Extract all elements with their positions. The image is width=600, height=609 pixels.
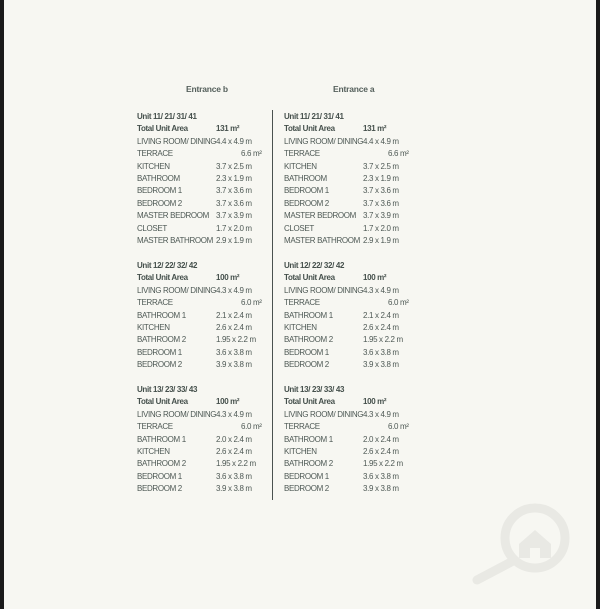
room-label: TERRACE: [284, 422, 320, 432]
room-label: TERRACE: [137, 422, 173, 432]
unit-block-unit2: [284, 260, 409, 372]
unit-block-unit1: [137, 111, 262, 247]
room-dimension: 2.9 x 1.9 m: [363, 235, 399, 245]
room-label: KITCHEN: [137, 161, 170, 171]
unit-block-unit1: [284, 111, 409, 247]
total-unit-area-row: [284, 123, 387, 135]
room-label: BATHROOM 2: [137, 459, 186, 469]
unit-block-unit3: [284, 384, 409, 496]
room-row: [284, 347, 399, 359]
room-dimension: 6.0 m²: [388, 298, 409, 308]
room-dimension: 3.7 x 3.6 m: [216, 186, 252, 196]
room-row: [284, 483, 399, 495]
room-label: LIVING ROOM/ DINING: [284, 285, 364, 295]
entrance-a-heading: Entrance a: [333, 84, 375, 94]
total-unit-area-value: 100 m²: [363, 273, 387, 283]
unit-title: Unit 13/ 23/ 33/ 43: [137, 385, 198, 394]
room-label: BEDROOM 1: [284, 471, 329, 481]
room-row: [284, 148, 409, 160]
room-label: KITCHEN: [284, 161, 317, 171]
room-dimension: 2.6 x 2.4 m: [363, 322, 399, 332]
room-row: [137, 434, 252, 446]
room-dimension: 6.0 m²: [241, 298, 262, 308]
room-dimension: 2.0 x 2.4 m: [363, 434, 399, 444]
room-row: [137, 409, 252, 421]
room-dimension: 3.7 x 2.5 m: [216, 161, 252, 171]
room-dimension: 3.9 x 3.8 m: [216, 360, 252, 370]
room-label: LIVING ROOM/ DINING: [137, 409, 217, 419]
room-label: LIVING ROOM/ DINING: [137, 136, 217, 146]
column-divider: [272, 110, 273, 500]
room-dimension: 2.3 x 1.9 m: [216, 173, 252, 183]
room-dimension: 4.4 x 4.9 m: [363, 136, 399, 146]
room-dimension: 3.6 x 3.8 m: [363, 347, 399, 357]
total-unit-area-value: 100 m²: [216, 397, 240, 407]
room-label: KITCHEN: [284, 446, 317, 456]
room-label: KITCHEN: [284, 322, 317, 332]
room-dimension: 3.6 x 3.8 m: [216, 471, 252, 481]
room-row: [137, 458, 256, 470]
room-label: BEDROOM 1: [284, 186, 329, 196]
room-dimension: 3.7 x 3.9 m: [216, 211, 252, 221]
total-unit-area-value: 100 m²: [216, 273, 240, 283]
room-label: MASTER BATHROOM: [137, 235, 213, 245]
room-row: [284, 136, 399, 148]
room-row: [284, 223, 399, 235]
total-unit-area-row: [137, 396, 240, 408]
room-dimension: 6.0 m²: [241, 422, 262, 432]
room-row: [137, 310, 252, 322]
room-row: [137, 483, 252, 495]
room-dimension: 3.7 x 3.6 m: [363, 186, 399, 196]
room-dimension: 3.7 x 2.5 m: [363, 161, 399, 171]
room-label: LIVING ROOM/ DINING: [137, 285, 217, 295]
room-dimension: 2.9 x 1.9 m: [216, 235, 252, 245]
room-row: [284, 359, 399, 371]
room-label: BEDROOM 1: [137, 471, 182, 481]
home-search-icon: [469, 498, 579, 588]
room-label: BEDROOM 1: [137, 186, 182, 196]
room-label: BATHROOM 2: [137, 335, 186, 345]
room-label: CLOSET: [137, 223, 167, 233]
room-row: [284, 409, 399, 421]
room-row: [284, 334, 403, 346]
room-row: [137, 322, 252, 334]
total-unit-area-row: [284, 396, 387, 408]
room-row: [284, 198, 399, 210]
room-label: MASTER BEDROOM: [284, 211, 356, 221]
room-label: TERRACE: [137, 298, 173, 308]
room-row: [137, 421, 262, 433]
total-unit-area-label: Total Unit Area: [284, 124, 335, 134]
document-page: [4, 0, 596, 609]
room-dimension: 2.1 x 2.4 m: [216, 310, 252, 320]
room-label: CLOSET: [284, 223, 314, 233]
room-label: KITCHEN: [137, 446, 170, 456]
room-row: [284, 235, 399, 247]
room-row: [284, 322, 399, 334]
room-label: TERRACE: [284, 298, 320, 308]
room-label: BATHROOM 1: [284, 434, 333, 444]
room-row: [137, 161, 252, 173]
room-label: KITCHEN: [137, 322, 170, 332]
unit-block-unit3: [137, 384, 262, 496]
room-row: [284, 185, 399, 197]
room-label: BATHROOM: [137, 173, 180, 183]
room-dimension: 3.9 x 3.8 m: [216, 484, 252, 494]
room-label: BATHROOM 2: [284, 459, 333, 469]
room-row: [137, 136, 252, 148]
total-unit-area-label: Total Unit Area: [137, 124, 188, 134]
room-row: [137, 173, 252, 185]
room-row: [137, 185, 252, 197]
room-dimension: 3.7 x 3.9 m: [363, 211, 399, 221]
room-row: [137, 235, 252, 247]
room-dimension: 2.6 x 2.4 m: [216, 446, 252, 456]
room-dimension: 6.6 m²: [241, 149, 262, 159]
room-label: BATHROOM: [284, 173, 327, 183]
room-label: BEDROOM 1: [284, 347, 329, 357]
room-dimension: 1.95 x 2.2 m: [216, 459, 256, 469]
room-dimension: 1.95 x 2.2 m: [216, 335, 256, 345]
room-dimension: 2.3 x 1.9 m: [363, 173, 399, 183]
room-row: [137, 334, 256, 346]
room-label: TERRACE: [137, 149, 173, 159]
room-dimension: 1.95 x 2.2 m: [363, 459, 403, 469]
room-row: [284, 173, 399, 185]
room-dimension: 3.6 x 3.8 m: [363, 471, 399, 481]
room-label: BATHROOM 1: [137, 434, 186, 444]
room-dimension: 2.6 x 2.4 m: [363, 446, 399, 456]
room-dimension: 3.7 x 3.6 m: [363, 198, 399, 208]
room-row: [137, 198, 252, 210]
room-label: BEDROOM 2: [284, 484, 329, 494]
room-label: TERRACE: [284, 149, 320, 159]
room-label: BEDROOM 2: [284, 360, 329, 370]
room-row: [284, 471, 399, 483]
room-label: MASTER BATHROOM: [284, 235, 360, 245]
total-unit-area-label: Total Unit Area: [137, 273, 188, 283]
room-dimension: 3.9 x 3.8 m: [363, 360, 399, 370]
room-row: [137, 297, 262, 309]
room-label: BATHROOM 2: [284, 335, 333, 345]
room-row: [137, 210, 252, 222]
room-label: BEDROOM 2: [137, 360, 182, 370]
room-row: [284, 434, 399, 446]
room-label: BEDROOM 2: [284, 198, 329, 208]
room-dimension: 1.7 x 2.0 m: [363, 223, 399, 233]
total-unit-area-value: 131 m²: [216, 124, 240, 134]
total-unit-area-label: Total Unit Area: [284, 273, 335, 283]
room-row: [284, 297, 409, 309]
room-row: [137, 223, 252, 235]
total-unit-area-value: 100 m²: [363, 397, 387, 407]
room-row: [284, 310, 399, 322]
room-row: [284, 285, 399, 297]
room-row: [137, 285, 252, 297]
room-label: LIVING ROOM/ DINING: [284, 409, 364, 419]
room-row: [284, 458, 403, 470]
total-unit-area-row: [137, 123, 240, 135]
room-label: BATHROOM 1: [137, 310, 186, 320]
unit-title: Unit 13/ 23/ 33/ 43: [284, 385, 345, 394]
unit-title: Unit 11/ 21/ 31/ 41: [137, 112, 197, 121]
room-label: MASTER BEDROOM: [137, 211, 209, 221]
room-dimension: 4.3 x 4.9 m: [216, 285, 252, 295]
room-dimension: 3.7 x 3.6 m: [216, 198, 252, 208]
entrance-b-heading: Entrance b: [186, 84, 228, 94]
room-row: [284, 446, 399, 458]
unit-title: Unit 12/ 22/ 32/ 42: [284, 261, 345, 270]
room-row: [137, 446, 252, 458]
room-dimension: 6.0 m²: [388, 422, 409, 432]
room-dimension: 2.0 x 2.4 m: [216, 434, 252, 444]
room-row: [137, 347, 252, 359]
unit-title: Unit 11/ 21/ 31/ 41: [284, 112, 344, 121]
room-row: [284, 421, 409, 433]
room-row: [284, 210, 399, 222]
total-unit-area-label: Total Unit Area: [137, 397, 188, 407]
room-row: [137, 471, 252, 483]
room-row: [137, 359, 252, 371]
room-dimension: 4.3 x 4.9 m: [216, 409, 252, 419]
room-label: BEDROOM 1: [137, 347, 182, 357]
room-dimension: 2.6 x 2.4 m: [216, 322, 252, 332]
room-dimension: 4.3 x 4.9 m: [363, 409, 399, 419]
room-dimension: 2.1 x 2.4 m: [363, 310, 399, 320]
room-label: BEDROOM 2: [137, 198, 182, 208]
room-dimension: 1.95 x 2.2 m: [363, 335, 403, 345]
room-label: BATHROOM 1: [284, 310, 333, 320]
room-dimension: 1.7 x 2.0 m: [216, 223, 252, 233]
unit-block-unit2: [137, 260, 262, 372]
total-unit-area-label: Total Unit Area: [284, 397, 335, 407]
room-dimension: 4.4 x 4.9 m: [216, 136, 252, 146]
unit-title: Unit 12/ 22/ 32/ 42: [137, 261, 198, 270]
total-unit-area-row: [137, 272, 240, 284]
room-dimension: 4.3 x 4.9 m: [363, 285, 399, 295]
room-dimension: 3.9 x 3.8 m: [363, 484, 399, 494]
room-dimension: 6.6 m²: [388, 149, 409, 159]
total-unit-area-value: 131 m²: [363, 124, 387, 134]
room-row: [137, 148, 262, 160]
total-unit-area-row: [284, 272, 387, 284]
room-row: [284, 161, 399, 173]
room-label: LIVING ROOM/ DINING: [284, 136, 364, 146]
room-label: BEDROOM 2: [137, 484, 182, 494]
room-dimension: 3.6 x 3.8 m: [216, 347, 252, 357]
